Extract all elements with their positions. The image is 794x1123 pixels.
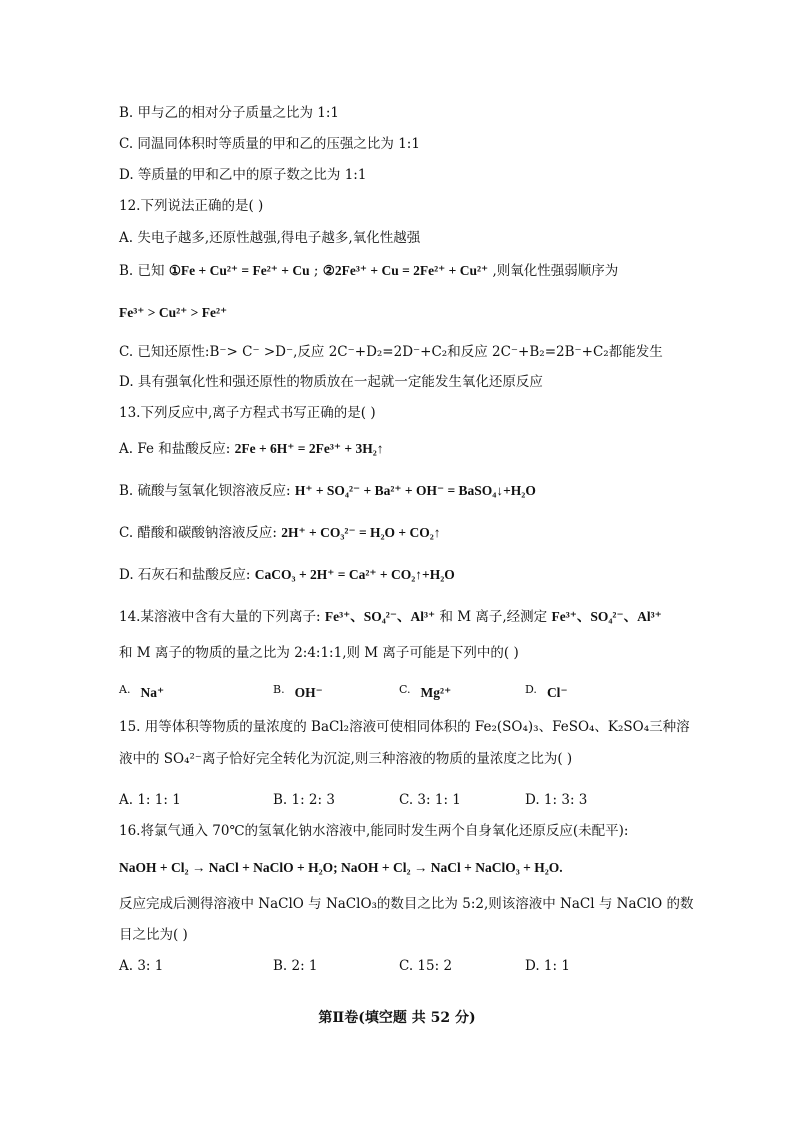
q12b-order: Fe³⁺ > Cu²⁺ > Fe²⁺ <box>119 305 228 320</box>
q14-option-b <box>273 681 323 702</box>
q15-stem: 15. 用等体积等物质的量浓度的 BaCl₂溶液可使相同体积的 Fe₂(SO₄)₃、FeSO₄、K₂SO₄三种溶 <box>119 719 690 735</box>
q11-option-b: B. 甲与乙的相对分子质量之比为 1:1 <box>119 105 340 121</box>
q14-prefix: 14.某溶液中含有大量的下列离子: <box>119 609 321 625</box>
section-title: 第Ⅱ卷(填空题 共 52 分) <box>318 1010 476 1026</box>
q13-option-c <box>119 524 441 542</box>
q12b-suffix: ,则氧化性强弱顺序为 <box>492 263 619 279</box>
q16-stem-line-3: 反应完成后测得溶液中 NaClO 与 NaClO₃的数目之比为 5:2,则该溶液中 NaCl 与 NaClO 的数 <box>119 896 694 912</box>
q13b-text: B. 硫酸与氢氧化钡溶液反应: <box>119 483 291 499</box>
q14a-label: A. <box>119 683 131 696</box>
q15-option-a: A. 1: 1: 1 <box>119 792 181 808</box>
q14-option-a <box>119 681 164 702</box>
q14c-label: C. <box>399 683 411 696</box>
q14-ions-1: Fe³⁺、SO₄²⁻、Al³⁺ <box>324 609 436 624</box>
q12b-equation-2: ②2Fe³⁺ + Cu = 2Fe²⁺ + Cu²⁺ <box>322 263 489 278</box>
q13-option-a <box>119 440 384 458</box>
q14-option-c <box>399 681 451 702</box>
q14-stem-line-2: 和 M 离子的物质的量之比为 2:4:1:1,则 M 离子可能是下列中的( ) <box>119 645 519 661</box>
q12b-equation-1: ①Fe + Cu²⁺ = Fe²⁺ + Cu <box>168 263 310 278</box>
q13b-equation: H⁺ + SO₄²⁻ + Ba²⁺ + OH⁻ = BaSO₄↓+H₂O <box>294 483 536 498</box>
q14b-label: B. <box>273 683 285 696</box>
q16-equations: NaOH + Cl₂ → NaCl + NaClO + H₂O; NaOH + Cl₂ → NaCl + NaClO₃ + H₂O. <box>119 860 563 875</box>
q13-option-b <box>119 482 536 500</box>
q14-ions-2: Fe³⁺、SO₄²⁻、Al³⁺ <box>551 609 662 624</box>
q12-option-d: D. 具有强氧化性和强还原性的物质放在一起就一定能发生氧化还原反应 <box>119 374 543 390</box>
q13a-text: A. Fe 和盐酸反应: <box>119 441 231 457</box>
q12b-prefix: B. 已知 <box>119 263 165 279</box>
q16-option-c: C. 15: 2 <box>399 958 453 974</box>
q12b-separator: ; <box>313 263 323 279</box>
q11-option-d: D. 等质量的甲和乙中的原子数之比为 1:1 <box>119 167 367 183</box>
q14-option-d <box>525 681 568 702</box>
q16-stem-line-4: 目之比为( ) <box>119 927 188 943</box>
q14c-value: Mg²⁺ <box>420 685 452 700</box>
q16-option-b: B. 2: 1 <box>273 958 318 974</box>
q13-option-d <box>119 566 455 584</box>
q13d-text: D. 石灰石和盐酸反应: <box>119 567 251 583</box>
q12-option-b <box>119 262 618 280</box>
q15-option-b: B. 1: 2: 3 <box>273 792 335 808</box>
q12-stem: 12.下列说法正确的是( ) <box>119 198 264 214</box>
q14b-value: OH⁻ <box>294 685 323 700</box>
q15-stem-line-2: 液中的 SO₄²⁻离子恰好完全转化为沉淀,则三种溶液的物质的量浓度之比为( ) <box>119 751 573 767</box>
q14d-value: Cl⁻ <box>546 685 568 700</box>
q12-option-a: A. 失电子越多,还原性越强,得电子越多,氧化性越强 <box>119 230 421 246</box>
q12-option-c: C. 已知还原性:B⁻> C⁻ >D⁻,反应 2C⁻+D₂=2D⁻+C₂和反应 2C⁻+B₂=2B⁻+C₂都能发生 <box>119 344 663 360</box>
q15-option-d: D. 1: 3: 3 <box>525 792 588 808</box>
q13-stem: 13.下列反应中,离子方程式书写正确的是( ) <box>119 405 376 421</box>
q14-stem <box>119 608 662 626</box>
q14a-value: Na⁺ <box>140 685 165 700</box>
q14d-label: D. <box>525 683 537 696</box>
q15-option-c: C. 3: 1: 1 <box>399 792 461 808</box>
q11-option-c: C. 同温同体积时等质量的甲和乙的压强之比为 1:1 <box>119 136 420 152</box>
q13c-equation: 2H⁺ + CO₃²⁻ = H₂O + CO₂↑ <box>281 525 441 540</box>
q13a-equation: 2Fe + 6H⁺ = 2Fe³⁺ + 3H₂↑ <box>234 441 384 456</box>
q16-option-d: D. 1: 1 <box>525 958 570 974</box>
q13c-text: C. 醋酸和碳酸钠溶液反应: <box>119 525 277 541</box>
q16-stem: 16.将氯气通入 70℃的氢氧化钠水溶液中,能同时发生两个自身氧化还原反应(未配平): <box>119 823 629 839</box>
q16-option-a: A. 3: 1 <box>119 958 164 974</box>
q14-middle: 和 M 离子,经测定 <box>439 609 548 625</box>
q13d-equation: CaCO₃ + 2H⁺ = Ca²⁺ + CO₂↑+H₂O <box>254 567 455 582</box>
